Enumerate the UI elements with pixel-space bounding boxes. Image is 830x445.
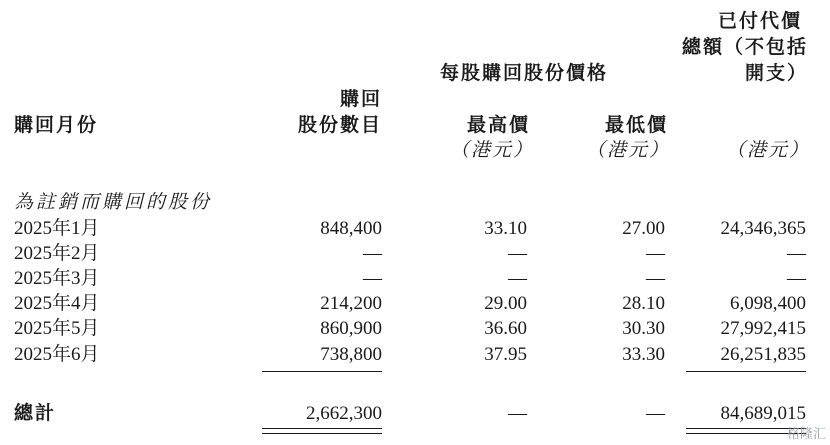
row-total: 24,346,365 [720, 218, 806, 239]
total-low: — [646, 403, 665, 424]
row-high: 36.60 [484, 318, 527, 339]
row-total: 6,098,400 [730, 293, 806, 314]
row-total: 27,992,415 [720, 318, 806, 339]
row-shares: 738,800 [320, 344, 382, 365]
row-high: 37.95 [484, 344, 527, 365]
header-col3: 最高價 [466, 114, 530, 136]
row-high: — [508, 268, 527, 289]
total-double-rule-shares-2 [262, 433, 382, 434]
row-low: — [646, 243, 665, 264]
row-high: 29.00 [484, 293, 527, 314]
header-unit-col4: （港元） [585, 139, 670, 161]
row-month: 2025年2月 [14, 243, 100, 264]
section-label: 為註銷而購回的股份 [14, 191, 213, 213]
total-high: — [508, 403, 527, 424]
total-shares: 2,662,300 [306, 403, 382, 424]
row-month: 2025年1月 [14, 218, 100, 239]
header-col5-line3: 開支） [744, 62, 808, 84]
row-month: 2025年6月 [14, 344, 100, 365]
row-total: 26,251,835 [720, 344, 806, 365]
row-month: 2025年3月 [14, 268, 100, 289]
row-low: 30.30 [622, 318, 665, 339]
row-low: — [646, 268, 665, 289]
row-high: — [508, 243, 527, 264]
row-low: 28.10 [622, 293, 665, 314]
row-low: 27.00 [622, 218, 665, 239]
header-col2-line2: 股份數目 [297, 114, 382, 136]
header-price-group: 每股購回股份價格 [440, 62, 609, 84]
header-col4: 最低價 [604, 114, 668, 136]
total-amount: 84,689,015 [720, 403, 806, 424]
row-shares: — [363, 243, 382, 264]
row-low: 33.30 [622, 344, 665, 365]
row-shares: 214,200 [320, 293, 382, 314]
watermark-logo: 格隆汇 [786, 427, 826, 442]
subtotal-rule-shares [262, 371, 382, 372]
row-shares: 860,900 [320, 318, 382, 339]
header-col2-line1: 購回 [339, 88, 382, 110]
row-total: — [787, 243, 806, 264]
header-col5-line2: 總額（不包括 [681, 36, 808, 58]
header-unit-col5: （港元） [725, 139, 810, 161]
header-col1: 購回月份 [14, 114, 99, 136]
row-month: 2025年4月 [14, 293, 100, 314]
header-col5-line1: 已付代價 [717, 10, 802, 32]
row-month: 2025年5月 [14, 318, 100, 339]
row-shares: 848,400 [320, 218, 382, 239]
header-unit-col3: （港元） [449, 139, 534, 161]
row-shares: — [363, 268, 382, 289]
total-double-rule-shares-1 [262, 428, 382, 429]
total-label: 總計 [14, 402, 57, 424]
row-high: 33.10 [484, 218, 527, 239]
row-total: — [787, 268, 806, 289]
subtotal-rule-total [686, 371, 806, 372]
